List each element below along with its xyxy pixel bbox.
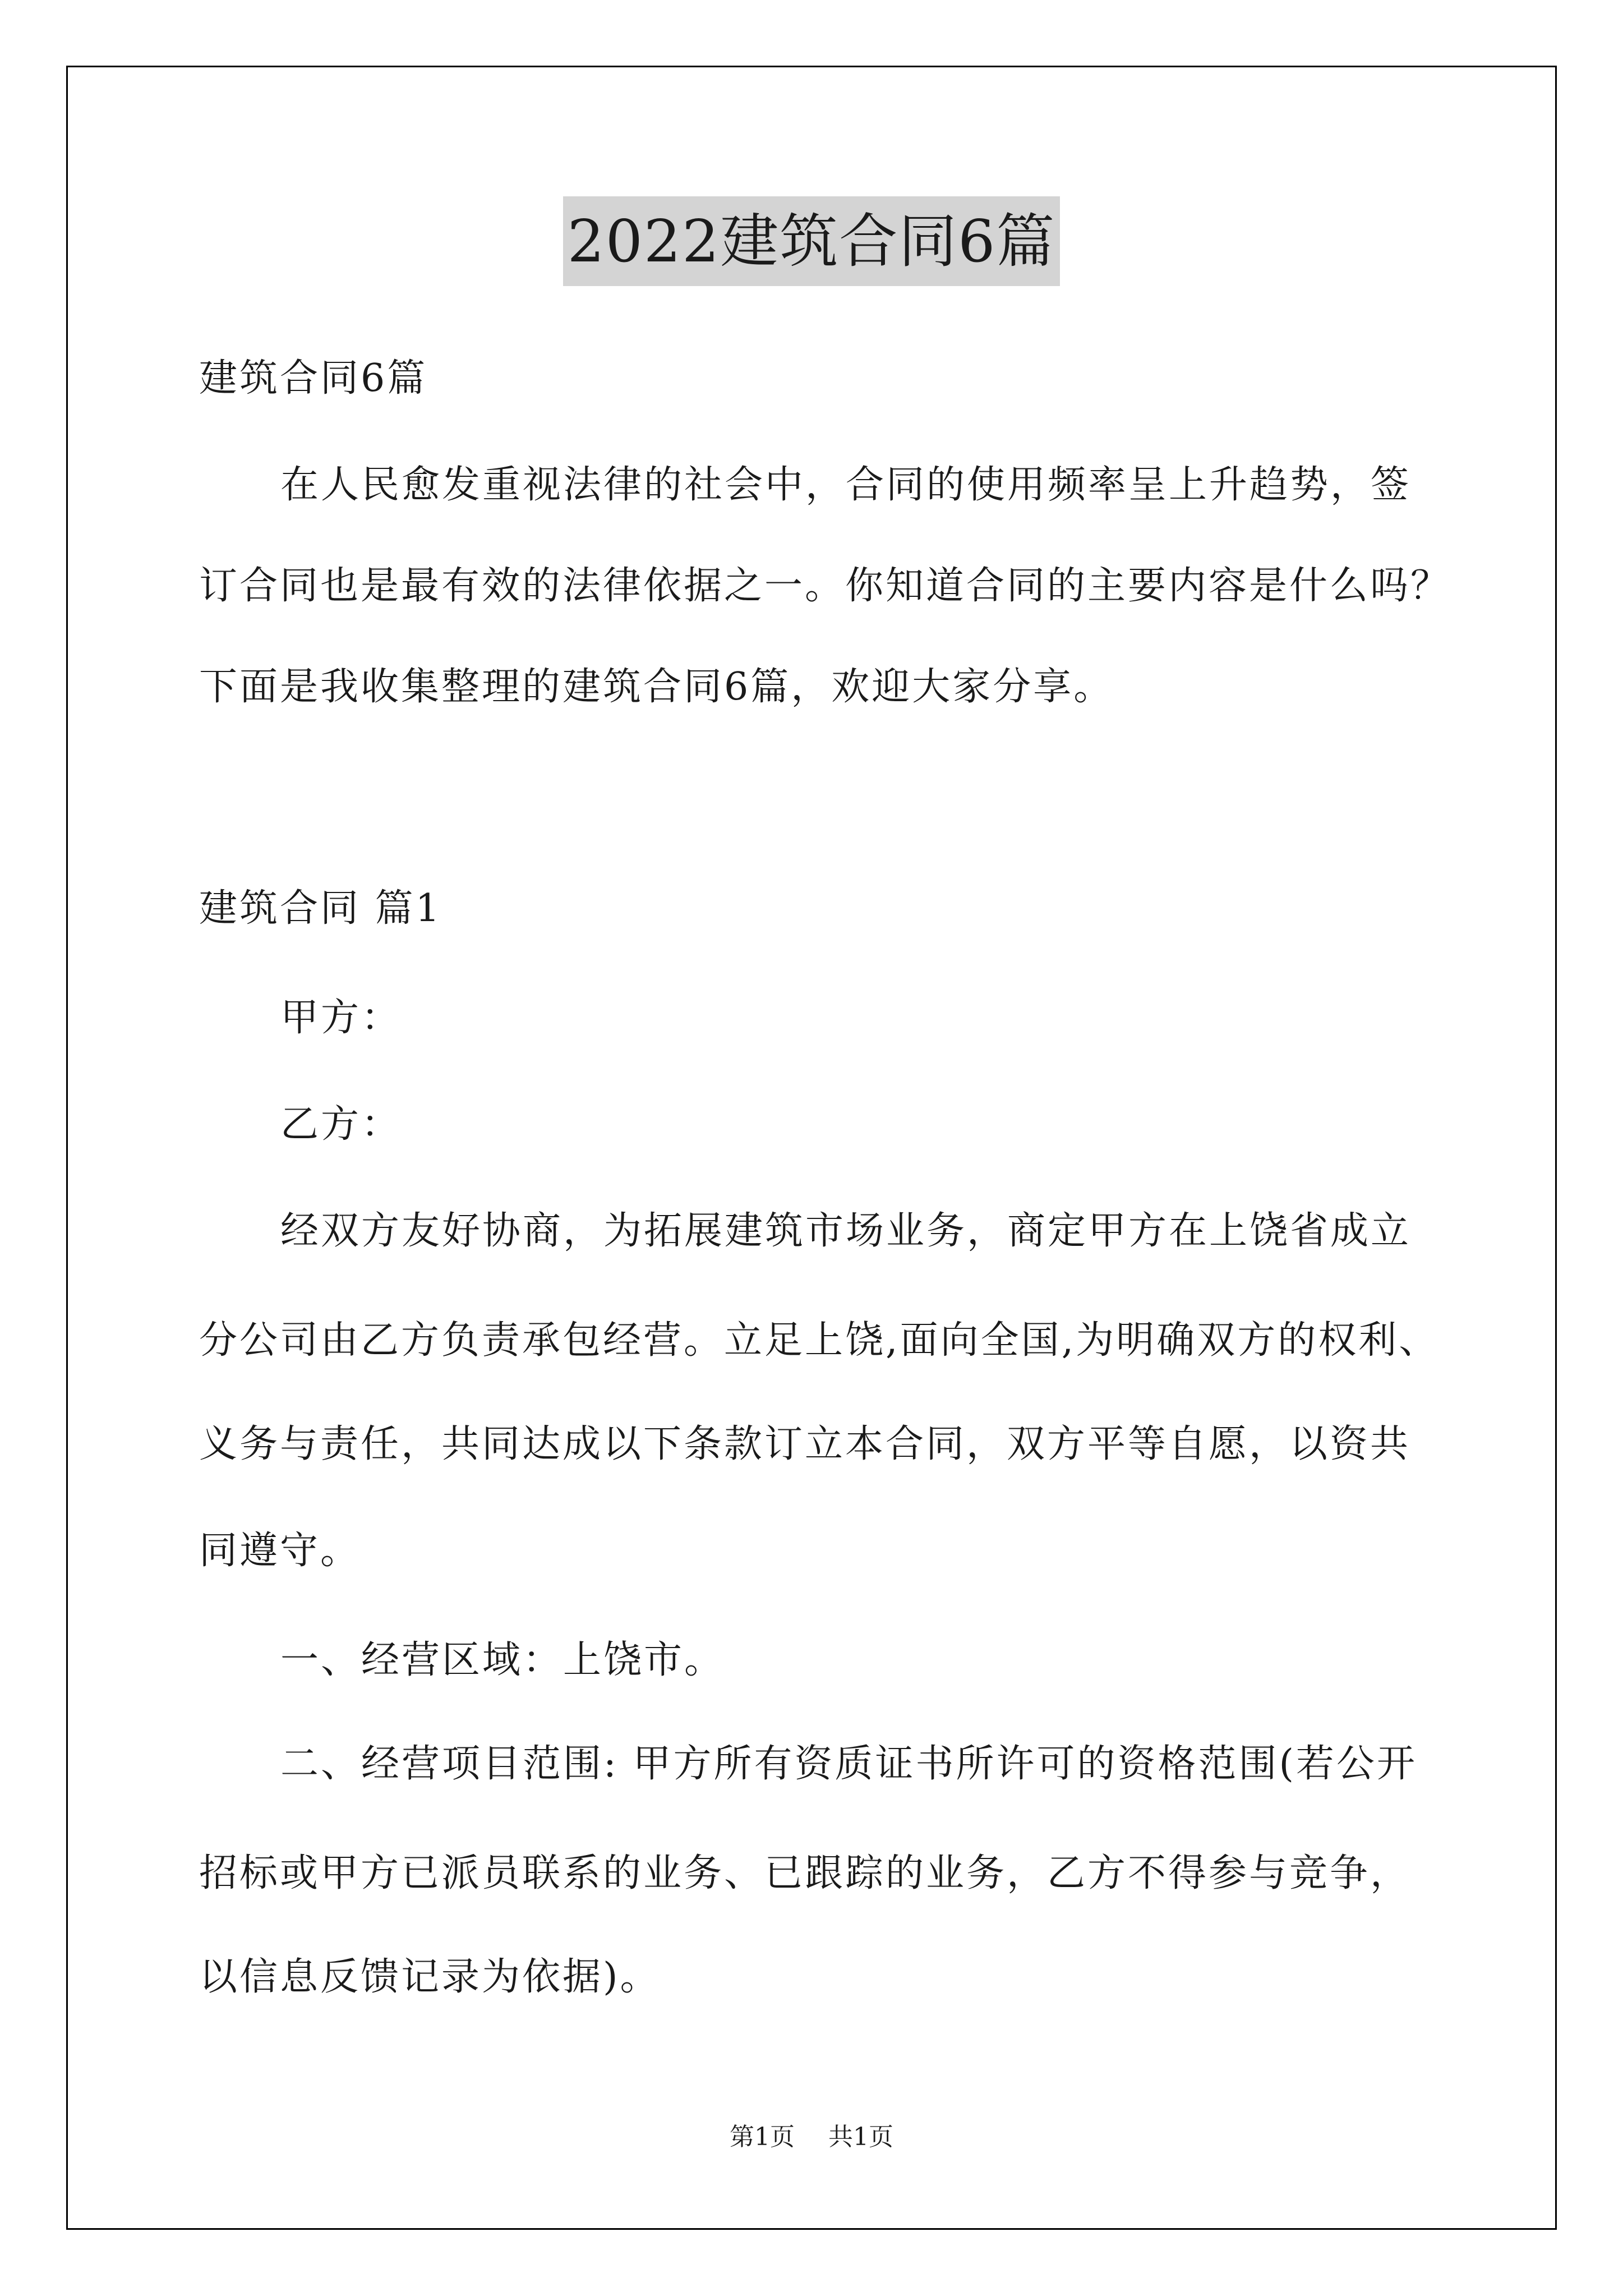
page-number-current: 第1页: [730, 2123, 795, 2151]
clause-2-line-3: 以信息反馈记录为依据)。: [199, 1955, 661, 1999]
page-number-total: 共1页: [828, 2123, 893, 2151]
section-heading: 建筑合同 篇1: [199, 886, 442, 931]
document-subtitle: 建筑合同6篇: [199, 356, 428, 401]
document-title: 2022建筑合同6篇: [563, 196, 1061, 286]
body-paragraph-line-3: 义务与责任，共同达成以下条款订立本合同，双方平等自愿，以资共: [199, 1422, 1411, 1466]
body-paragraph-line-2: 分公司由乙方负责承包经营。立足上饶,面向全国,为明确双方的权利、: [199, 1318, 1440, 1363]
body-paragraph-line-4: 同遵守。: [199, 1529, 361, 1573]
page-footer: [0, 2120, 1623, 2154]
party-b-label: 乙方：: [280, 1102, 402, 1147]
intro-line-3: 下面是我收集整理的建筑合同6篇，欢迎大家分享。: [199, 665, 1114, 709]
title-container: [0, 196, 1623, 286]
party-a-label: 甲方：: [280, 996, 402, 1040]
intro-line-2: 订合同也是最有效的法律依据之一。你知道合同的主要内容是什么吗？: [199, 564, 1451, 608]
clause-2-line-1: 二、经营项目范围: 甲方所有资质证书所许可的资格范围(若公开: [280, 1742, 1418, 1786]
body-paragraph-line-1: 经双方友好协商，为拓展建筑市场业务，商定甲方在上饶省成立: [280, 1209, 1412, 1253]
clause-1: 一、经营区域：上饶市。: [280, 1638, 725, 1682]
intro-line-1: 在人民愈发重视法律的社会中，合同的使用频率呈上升趋势，签: [280, 463, 1412, 507]
clause-2-line-2: 招标或甲方已派员联系的业务、已跟踪的业务，乙方不得参与竞争，: [199, 1851, 1411, 1895]
